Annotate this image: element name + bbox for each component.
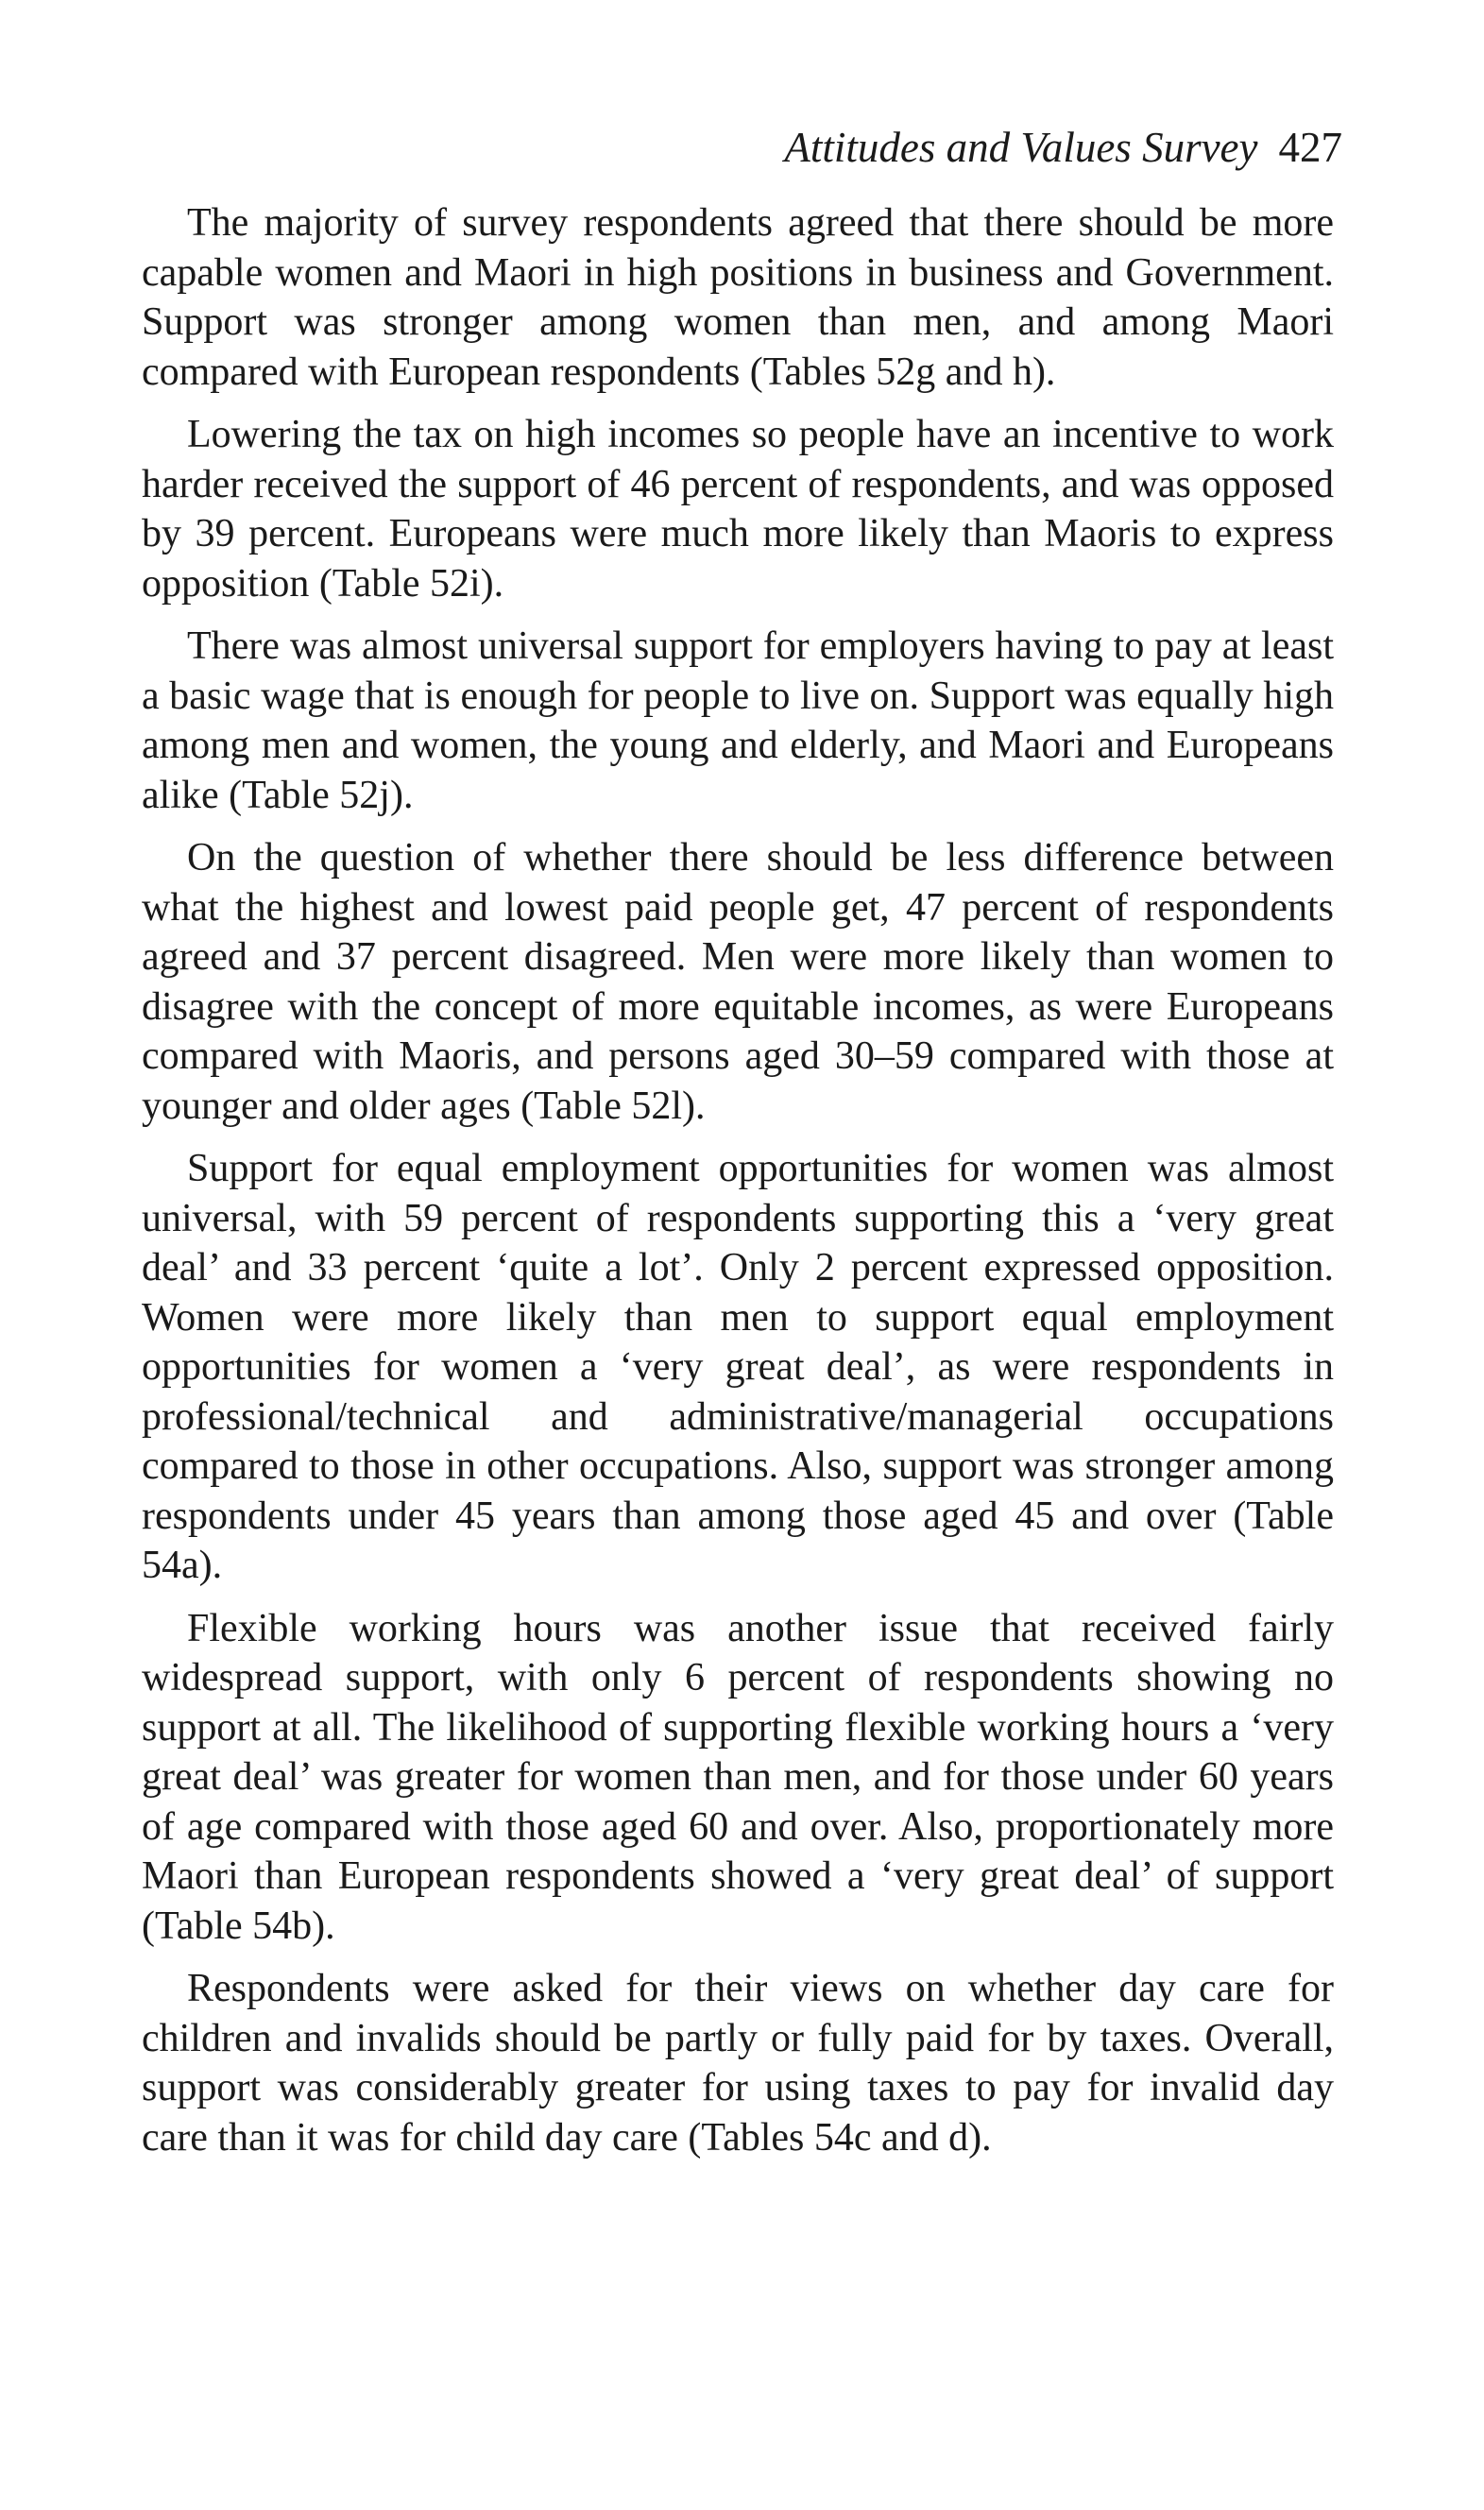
running-head-title: Attitudes and Values Survey xyxy=(784,124,1258,171)
paragraph-tax-high-incomes: Lowering the tax on high incomes so people have an incentive to work harder received the support of 46 percent of respondents, and was opposed by 39 percent. Europeans were much more likely than Maoris to express opposition (Table 52i). xyxy=(142,413,1334,606)
paragraph-flexible-hours: Flexible working hours was another issue that received fairly widespread support, with only 6 percent of respondents showing no support at all. The likelihood of supporting flexible working hours a ‘very great deal’ was greater for women than men, and for those under 60 years of age compared with those aged 60 and over. Also, proportionately more Maori than European respondents showed a ‘very great deal’ of support (Table 54b). xyxy=(142,1606,1334,1948)
paragraph-pay-difference: On the question of whether there should be less difference between what the highest and lowest paid people get, 47 percent of respondents agreed and 37 percent disagreed. Men were more likely than women to disagree with the concept of more equitable incomes, as were Europeans compared with Maoris, and persons aged 30–59 compared with those at younger and older ages (Table 52l). xyxy=(142,836,1334,1128)
paragraph-day-care: Respondents were asked for their views on whether day care for children and invalids should be partly or fully paid for by taxes. Overall, support was considerably greater for using taxes to pay for invalid day care than it was for child day care (Tables 54c and d). xyxy=(142,1967,1334,2160)
paragraph-equal-employment: Support for equal employment opportunities for women was almost universal, with 59 percent of respondents supporting this a ‘very great deal’ and 33 percent ‘quite a lot’. Only 2 percent expressed opposition. Women were more likely than men to support equal employment opportunities for women a ‘very great deal’, as were respondents in professional/technical and administrative/managerial occupations compared to those in other occupations. Also, support was stronger among respondents under 45 years than among those aged 45 and over (Table 54a). xyxy=(142,1147,1334,1587)
page-number: 427 xyxy=(1278,124,1342,171)
paragraph-women-maori-high-positions: The majority of survey respondents agreed that there should be more capable women and Maori in high positions in business and Government. Support was stronger among women than men, and among Maori compared with European respondents (Tables 52g and h). xyxy=(142,201,1334,394)
running-head xyxy=(784,121,1342,174)
body-text xyxy=(142,198,1334,2176)
paragraph-basic-wage: There was almost universal support for employers having to pay at least a basic wage that is enough for people to live on. Support was equally high among men and women, the young and elderly, and Maori and Europeans alike (Table 52j). xyxy=(142,624,1334,817)
